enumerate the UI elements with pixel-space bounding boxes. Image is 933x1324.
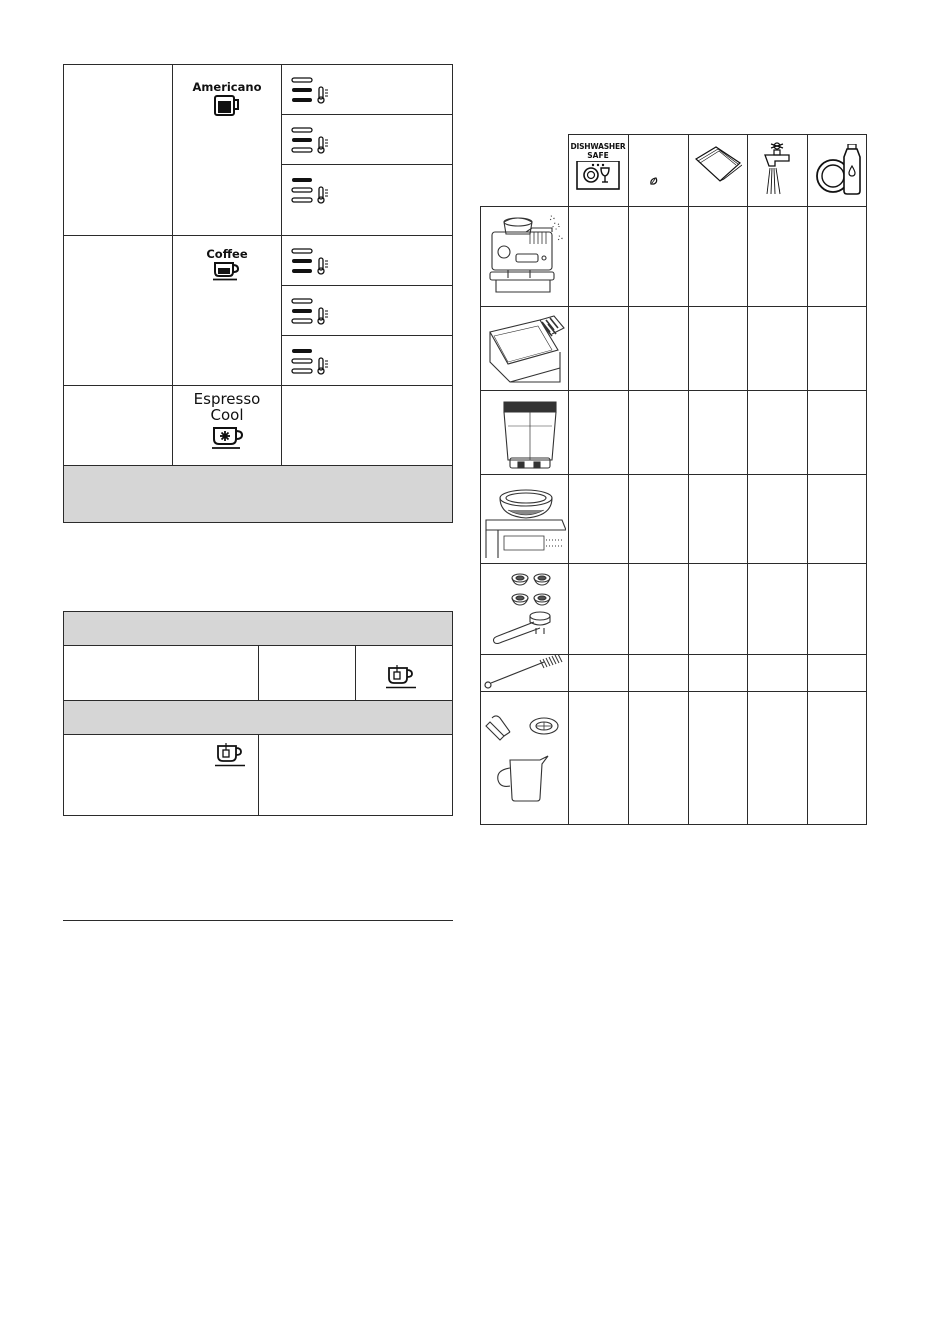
tea-cup-icon xyxy=(215,742,245,768)
strength-level-icon xyxy=(291,177,335,205)
tap-water-icon xyxy=(757,140,797,196)
header-band xyxy=(64,612,452,645)
americano-mug-icon xyxy=(213,95,243,117)
cleaning-brush-icon xyxy=(484,654,568,690)
dishwasher-label-1: DISHWASHER xyxy=(570,142,626,151)
strength-level-icon xyxy=(291,248,335,276)
detergent-icon xyxy=(815,144,863,196)
accessories-pitcher-icon xyxy=(484,712,564,802)
espresso-cool-cup-icon xyxy=(211,426,245,450)
soft-cloth-icon xyxy=(649,176,659,186)
note-band xyxy=(64,466,452,522)
espresso-cool-label-2: Cool xyxy=(210,406,244,424)
dishwasher-label-2: SAFE xyxy=(587,151,609,160)
strength-level-icon xyxy=(291,298,335,326)
tea-cup-icon xyxy=(386,664,416,690)
strength-level-icon xyxy=(291,348,335,376)
coffee-label: Coffee xyxy=(206,247,248,261)
cleaning-cloth-icon xyxy=(694,143,742,185)
bean-hopper-icon xyxy=(484,480,566,560)
coffee-cup-icon xyxy=(212,261,242,281)
header-band xyxy=(64,701,452,734)
strength-level-icon xyxy=(291,127,335,155)
americano-label: Americano xyxy=(192,80,262,94)
espresso-machine-icon xyxy=(486,212,564,300)
water-tank-icon xyxy=(500,396,560,472)
strength-level-icon xyxy=(291,77,335,105)
filter-baskets-portafilter-icon xyxy=(490,570,560,650)
espresso-cool-label-1: Espresso xyxy=(193,390,261,408)
section-divider xyxy=(63,920,453,921)
drip-tray-icon xyxy=(486,312,566,384)
